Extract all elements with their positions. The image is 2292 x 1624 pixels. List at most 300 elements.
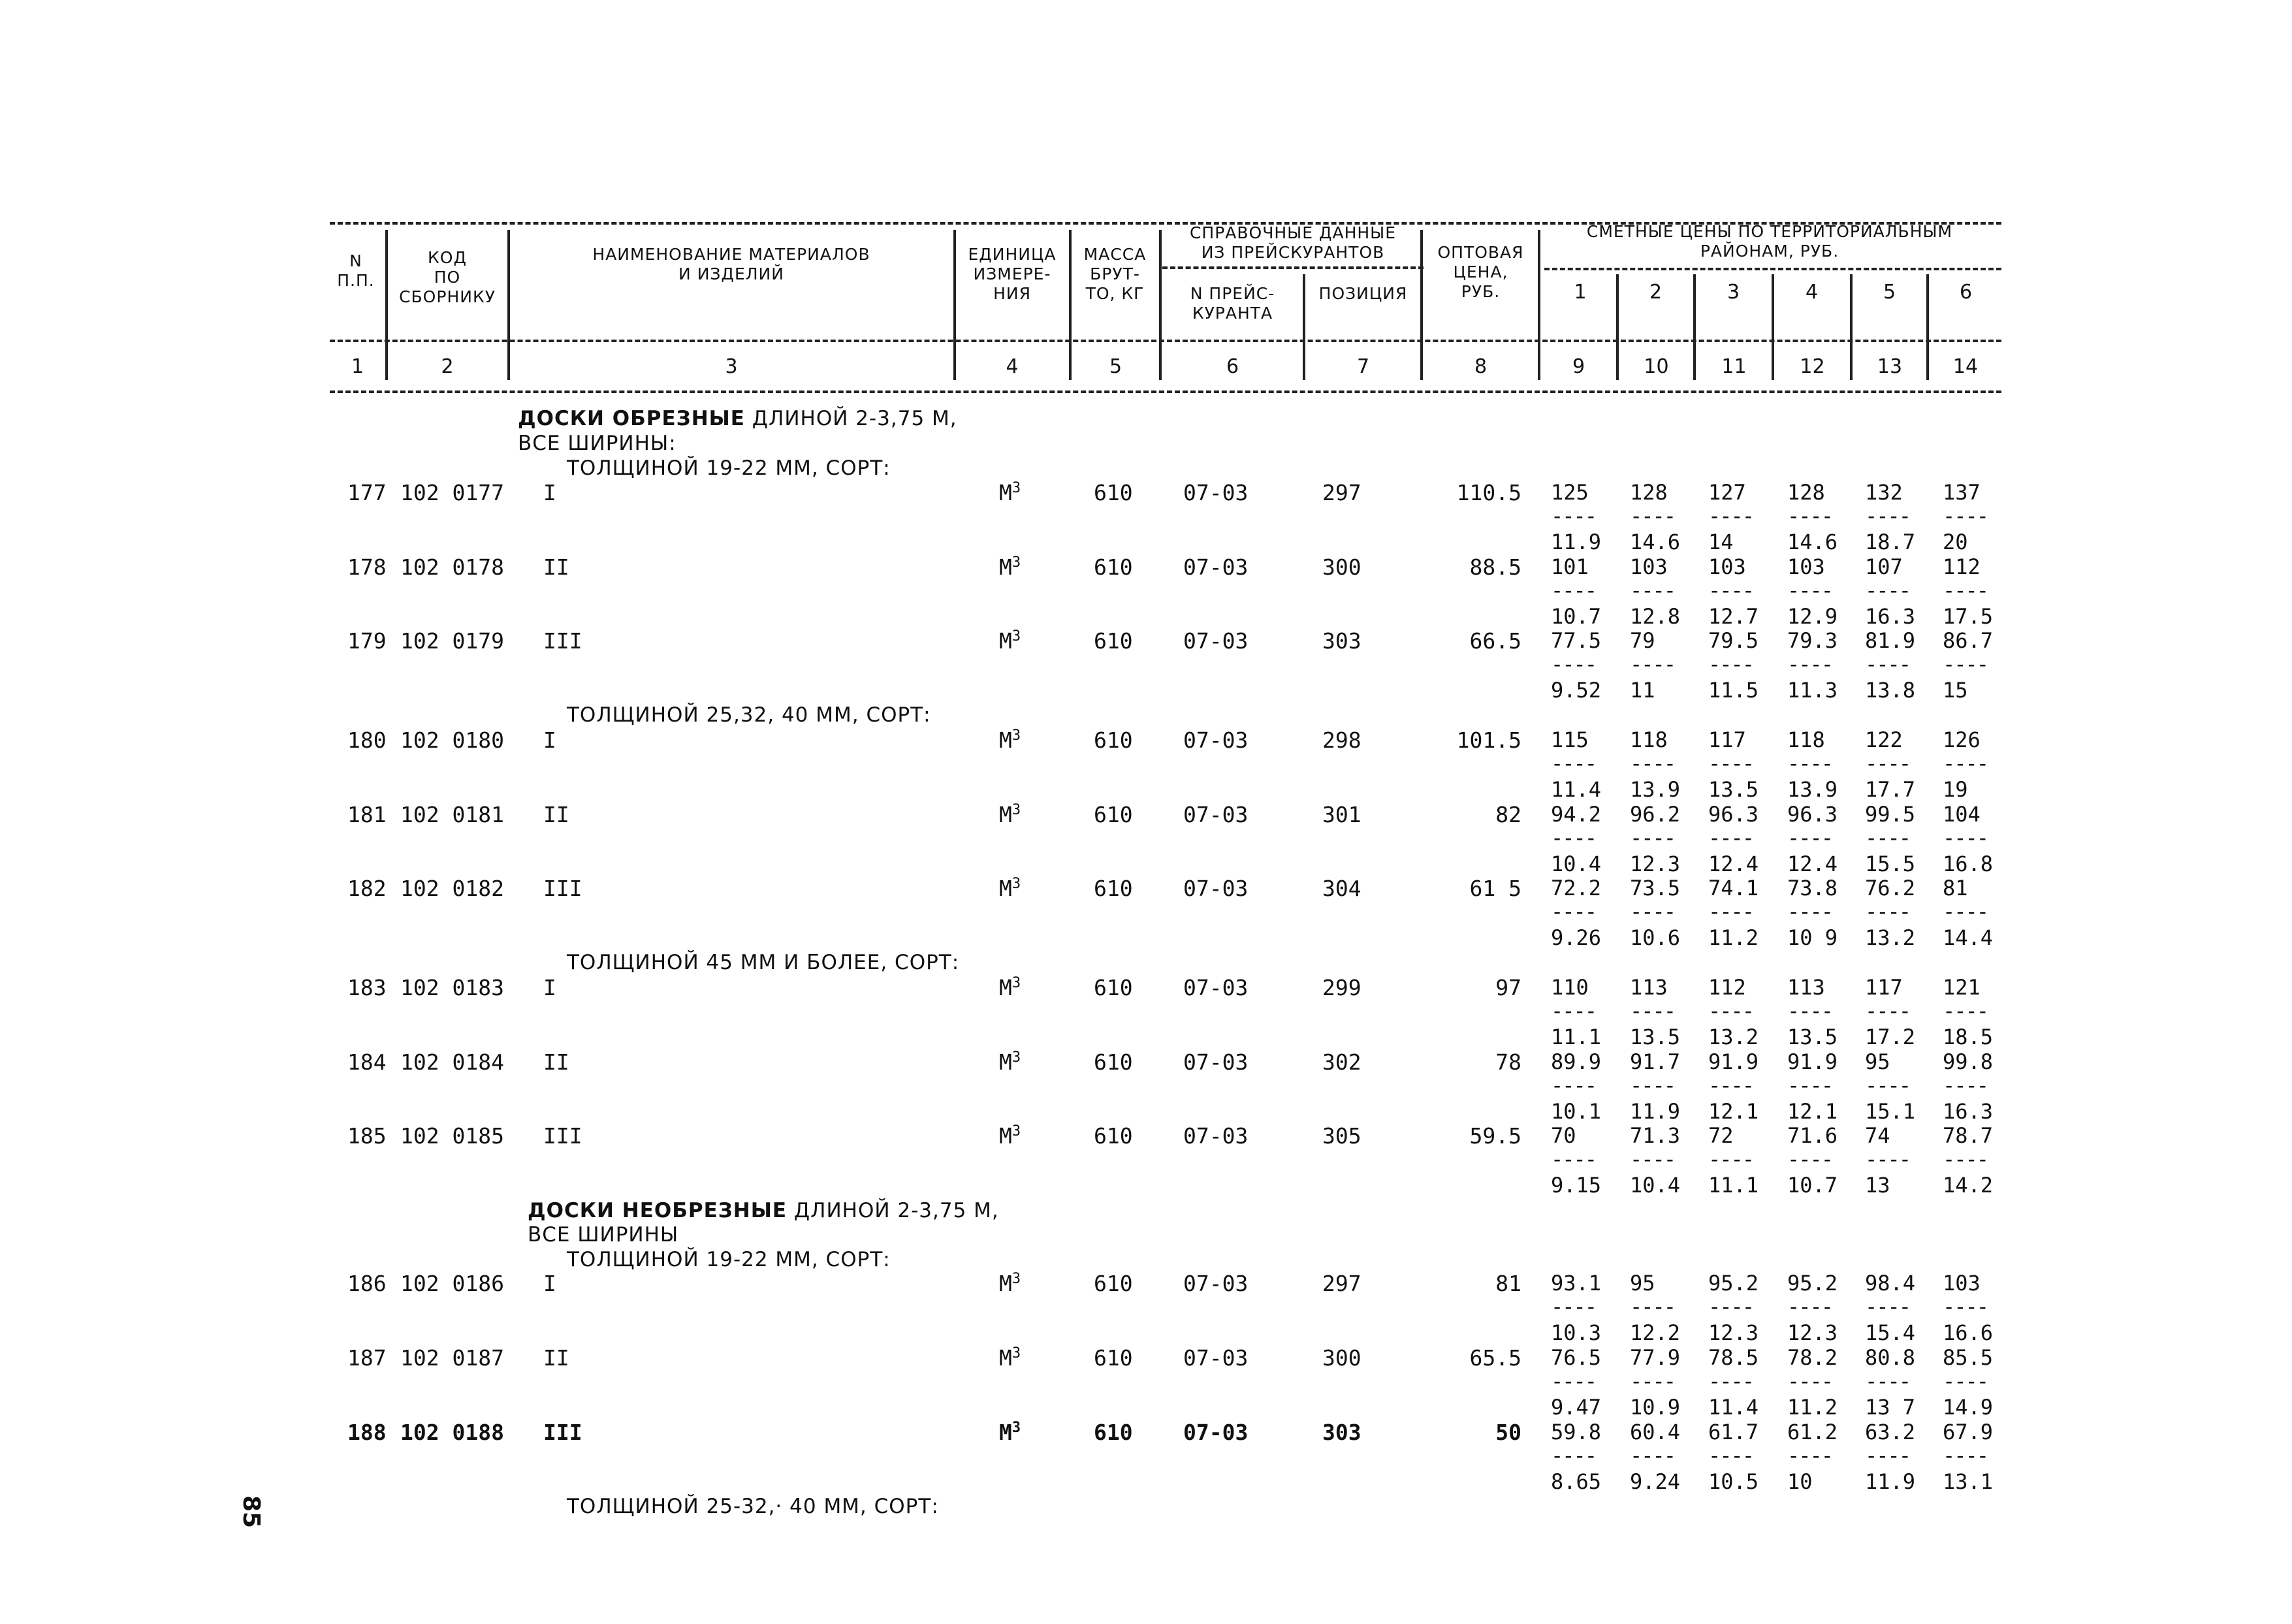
district-price: 113 bbox=[1630, 975, 1668, 1000]
fraction-bar: ---- bbox=[1551, 825, 1597, 850]
district-price: 80.8 bbox=[1865, 1345, 1916, 1370]
header-group-estimates: СМЕТНЫЕ ЦЕНЫ ПО ТЕРРИТОРИАЛЬНЫМ РАЙОНАМ, РУБ. bbox=[1586, 222, 1953, 261]
row-code: 102 0187 bbox=[400, 1345, 504, 1371]
fraction-bar: ---- bbox=[1787, 1073, 1833, 1098]
fraction-bar: ---- bbox=[1630, 578, 1676, 603]
header-mid-rule bbox=[330, 340, 2001, 342]
row-unit: $М^3$ bbox=[999, 1123, 1021, 1149]
header-col-unit: ЕДИНИЦА ИЗМЕРЕ- НИЯ bbox=[968, 245, 1057, 303]
district-price-denominator: 10.5 bbox=[1708, 1469, 1759, 1494]
fraction-bar: ---- bbox=[1630, 899, 1676, 924]
row-number: 185 bbox=[347, 1123, 387, 1149]
district-price: 91.7 bbox=[1630, 1049, 1681, 1074]
fraction-bar: ---- bbox=[1630, 1443, 1676, 1468]
row-grade: I bbox=[543, 480, 556, 505]
fraction-bar: ---- bbox=[1787, 825, 1833, 850]
district-price-denominator: 10.7 bbox=[1787, 1173, 1838, 1198]
district-price-denominator: 15 bbox=[1943, 678, 1968, 703]
section-heading-unedged-widths: ВСЕ ШИРИНЫ bbox=[528, 1223, 679, 1247]
district-price-denominator: 14.6 bbox=[1630, 530, 1681, 554]
row-mass: 610 bbox=[1094, 1420, 1133, 1445]
row-mass: 610 bbox=[1094, 1049, 1133, 1075]
fraction-bar: ---- bbox=[1865, 503, 1911, 528]
district-price-denominator: 10.6 bbox=[1630, 925, 1681, 950]
fraction-bar: ---- bbox=[1551, 899, 1597, 924]
district-price: 95 bbox=[1865, 1049, 1890, 1074]
fraction-bar: ---- bbox=[1787, 1147, 1833, 1171]
subheading-25-40: ТОЛЩИНОЙ 25,32, 40 ММ, СОРТ: bbox=[567, 703, 931, 727]
fraction-bar: ---- bbox=[1943, 503, 1988, 528]
column-number: 4 bbox=[1006, 355, 1019, 378]
row-position: 302 bbox=[1322, 1049, 1361, 1075]
fraction-bar: ---- bbox=[1943, 1369, 1988, 1393]
fraction-bar: ---- bbox=[1708, 1073, 1754, 1098]
fraction-bar: ---- bbox=[1787, 1294, 1833, 1319]
fraction-bar: ---- bbox=[1708, 1147, 1754, 1171]
subheading-unedged-25-40: ТОЛЩИНОЙ 25-32,· 40 ММ, СОРТ: bbox=[567, 1495, 939, 1518]
district-price-denominator: 11.1 bbox=[1708, 1173, 1759, 1198]
district-price: 71.3 bbox=[1630, 1123, 1681, 1148]
row-code: 102 0188 bbox=[400, 1420, 504, 1445]
row-mass: 610 bbox=[1094, 1123, 1133, 1149]
district-price-denominator: 20 bbox=[1943, 530, 1968, 554]
fraction-bar: ---- bbox=[1630, 751, 1676, 776]
district-price: 61.2 bbox=[1787, 1420, 1838, 1444]
fraction-bar: ---- bbox=[1551, 1443, 1597, 1468]
district-price-denominator: 10.7 bbox=[1551, 604, 1602, 629]
row-position: 300 bbox=[1322, 1345, 1361, 1371]
district-price-denominator: 16.3 bbox=[1943, 1099, 1994, 1124]
header-col-wholesale: ОПТОВАЯ ЦЕНА, РУБ. bbox=[1437, 243, 1524, 301]
subheading-19-22: ТОЛЩИНОЙ 19-22 ММ, СОРТ: bbox=[567, 456, 891, 480]
fraction-bar: ---- bbox=[1865, 652, 1911, 677]
fraction-bar: ---- bbox=[1787, 503, 1833, 528]
fraction-bar: ---- bbox=[1865, 1369, 1911, 1393]
row-grade: II bbox=[543, 1049, 569, 1075]
district-price: 77.9 bbox=[1630, 1345, 1681, 1370]
row-mass: 610 bbox=[1094, 1271, 1133, 1296]
district-price-denominator: 17.2 bbox=[1865, 1025, 1916, 1049]
row-number: 183 bbox=[347, 975, 387, 1000]
district-price-denominator: 9.24 bbox=[1630, 1469, 1681, 1494]
column-number: 10 bbox=[1644, 355, 1669, 378]
row-grade: II bbox=[543, 554, 569, 580]
district-price-denominator: 15.5 bbox=[1865, 852, 1916, 876]
district-price: 91.9 bbox=[1708, 1049, 1759, 1074]
fraction-bar: ---- bbox=[1708, 825, 1754, 850]
district-price: 126 bbox=[1943, 727, 1981, 752]
fraction-bar: ---- bbox=[1787, 652, 1833, 677]
row-pricelist: 07-03 bbox=[1183, 1345, 1249, 1371]
fraction-bar: ---- bbox=[1943, 751, 1988, 776]
row-unit: $М^3$ bbox=[999, 628, 1021, 654]
row-mass: 610 bbox=[1094, 554, 1133, 580]
col-sep bbox=[385, 230, 388, 380]
district-price: 78.5 bbox=[1708, 1345, 1759, 1370]
fraction-bar: ---- bbox=[1708, 751, 1754, 776]
fraction-bar: ---- bbox=[1708, 652, 1754, 677]
row-number: 179 bbox=[347, 628, 387, 654]
fraction-bar: ---- bbox=[1865, 1147, 1911, 1171]
district-price: 117 bbox=[1708, 727, 1746, 752]
fraction-bar: ---- bbox=[1865, 1443, 1911, 1468]
district-price: 63.2 bbox=[1865, 1420, 1916, 1444]
district-price: 73.5 bbox=[1630, 876, 1681, 900]
district-price: 103 bbox=[1943, 1271, 1981, 1296]
district-price: 107 bbox=[1865, 554, 1903, 579]
district-price: 93.1 bbox=[1551, 1271, 1602, 1296]
row-mass: 610 bbox=[1094, 727, 1133, 753]
row-number: 178 bbox=[347, 554, 387, 580]
district-header: 6 bbox=[1959, 281, 1973, 304]
district-price-denominator: 13.1 bbox=[1943, 1469, 1994, 1494]
row-pricelist: 07-03 bbox=[1183, 876, 1249, 901]
row-code: 102 0185 bbox=[400, 1123, 504, 1149]
row-grade: I bbox=[543, 975, 556, 1000]
district-price: 95 bbox=[1630, 1271, 1655, 1296]
header-col-num: N П.П. bbox=[337, 251, 375, 290]
row-number: 184 bbox=[347, 1049, 387, 1075]
row-code: 102 0181 bbox=[400, 802, 504, 827]
district-price-denominator: 11.4 bbox=[1708, 1395, 1759, 1420]
column-number: 12 bbox=[1800, 355, 1825, 378]
district-price-denominator: 14.4 bbox=[1943, 925, 1994, 950]
district-price-denominator: 12.7 bbox=[1708, 604, 1759, 629]
row-code: 102 0186 bbox=[400, 1271, 504, 1296]
fraction-bar: ---- bbox=[1943, 1073, 1988, 1098]
district-price: 85.5 bbox=[1943, 1345, 1994, 1370]
row-position: 299 bbox=[1322, 975, 1361, 1000]
district-price: 89.9 bbox=[1551, 1049, 1602, 1074]
district-price-denominator: 19 bbox=[1943, 777, 1968, 802]
header-bottom-rule bbox=[330, 390, 2001, 393]
fraction-bar: ---- bbox=[1708, 1369, 1754, 1393]
row-grade: I bbox=[543, 727, 556, 753]
fraction-bar: ---- bbox=[1708, 899, 1754, 924]
column-number: 7 bbox=[1356, 355, 1370, 378]
column-number: 2 bbox=[441, 355, 454, 378]
fraction-bar: ---- bbox=[1551, 1073, 1597, 1098]
district-price: 81.9 bbox=[1865, 628, 1916, 653]
subheader-rule-6-7 bbox=[1162, 266, 1424, 269]
row-position: 301 bbox=[1322, 802, 1361, 827]
district-price-denominator: 13.2 bbox=[1865, 925, 1916, 950]
district-price-denominator: 13 bbox=[1865, 1173, 1890, 1198]
row-wholesale-price: 101.5 bbox=[1456, 727, 1521, 753]
row-code: 102 0180 bbox=[400, 727, 504, 753]
district-price-denominator: 11.4 bbox=[1551, 777, 1602, 802]
row-wholesale-price: 66.5 bbox=[1469, 628, 1521, 654]
table-row bbox=[0, 1049, 2292, 1124]
district-price-denominator: 11.9 bbox=[1865, 1469, 1916, 1494]
row-unit: $М^3$ bbox=[999, 975, 1021, 1000]
district-header: 3 bbox=[1727, 281, 1740, 304]
district-price: 110 bbox=[1551, 975, 1589, 1000]
district-price-denominator: 9.47 bbox=[1551, 1395, 1602, 1420]
header-col-code: КОД ПО СБОРНИКУ bbox=[399, 248, 496, 306]
district-price-denominator: 11.2 bbox=[1708, 925, 1759, 950]
district-price-denominator: 9.52 bbox=[1551, 678, 1602, 703]
district-price: 96.3 bbox=[1708, 802, 1759, 827]
col-sep bbox=[1772, 274, 1774, 380]
district-price: 125 bbox=[1551, 480, 1589, 505]
district-price-denominator: 13.8 bbox=[1865, 678, 1916, 703]
fraction-bar: ---- bbox=[1630, 1294, 1676, 1319]
district-header: 2 bbox=[1649, 281, 1663, 304]
fraction-bar: ---- bbox=[1787, 578, 1833, 603]
row-grade: III bbox=[543, 1420, 582, 1445]
district-price-denominator: 13.2 bbox=[1708, 1025, 1759, 1049]
row-number: 180 bbox=[347, 727, 387, 753]
row-pricelist: 07-03 bbox=[1183, 480, 1249, 505]
district-price: 79 bbox=[1630, 628, 1655, 653]
row-code: 102 0178 bbox=[400, 554, 504, 580]
row-number: 177 bbox=[347, 480, 387, 505]
row-mass: 610 bbox=[1094, 480, 1133, 505]
column-number: 6 bbox=[1226, 355, 1239, 378]
row-wholesale-price: 82 bbox=[1495, 802, 1521, 827]
row-position: 298 bbox=[1322, 727, 1361, 753]
district-price: 79.3 bbox=[1787, 628, 1838, 653]
district-price: 91.9 bbox=[1787, 1049, 1838, 1074]
table-row bbox=[0, 554, 2292, 629]
fraction-bar: ---- bbox=[1943, 899, 1988, 924]
district-price: 118 bbox=[1630, 727, 1668, 752]
fraction-bar: ---- bbox=[1787, 1369, 1833, 1393]
district-price: 115 bbox=[1551, 727, 1589, 752]
district-price: 78.7 bbox=[1943, 1123, 1994, 1148]
row-mass: 610 bbox=[1094, 802, 1133, 827]
row-position: 300 bbox=[1322, 554, 1361, 580]
district-price-denominator: 18.7 bbox=[1865, 530, 1916, 554]
district-price-denominator: 18.5 bbox=[1943, 1025, 1994, 1049]
fraction-bar: ---- bbox=[1630, 1147, 1676, 1171]
district-price: 137 bbox=[1943, 480, 1981, 505]
district-price: 67.9 bbox=[1943, 1420, 1994, 1444]
section-heading-edged: ДОСКИ ОБРЕЗНЫЕ ДЛИНОЙ 2-3,75 М, bbox=[518, 407, 957, 430]
district-price: 79.5 bbox=[1708, 628, 1759, 653]
col-sep bbox=[1159, 230, 1162, 380]
column-number: 11 bbox=[1721, 355, 1747, 378]
row-wholesale-price: 65.5 bbox=[1469, 1345, 1521, 1371]
subheading-45-plus: ТОЛЩИНОЙ 45 ММ И БОЛЕЕ, СОРТ: bbox=[567, 951, 960, 974]
district-price: 81 bbox=[1943, 876, 1968, 900]
row-number: 187 bbox=[347, 1345, 387, 1371]
district-price: 77.5 bbox=[1551, 628, 1602, 653]
row-pricelist: 07-03 bbox=[1183, 727, 1249, 753]
fraction-bar: ---- bbox=[1943, 1294, 1988, 1319]
subheader-rule-9-14 bbox=[1544, 268, 2001, 270]
row-position: 297 bbox=[1322, 1271, 1361, 1296]
table-row bbox=[0, 1345, 2292, 1420]
row-grade: III bbox=[543, 876, 582, 901]
district-price-denominator: 12.1 bbox=[1787, 1099, 1838, 1124]
row-wholesale-price: 81 bbox=[1495, 1271, 1521, 1296]
district-price-denominator: 10 bbox=[1787, 1469, 1813, 1494]
table-row bbox=[0, 480, 2292, 554]
table-row bbox=[0, 802, 2292, 876]
district-header: 5 bbox=[1883, 281, 1896, 304]
district-price-denominator: 14.6 bbox=[1787, 530, 1838, 554]
table-row bbox=[0, 975, 2292, 1049]
district-price: 74 bbox=[1865, 1123, 1890, 1148]
column-number: 8 bbox=[1474, 355, 1488, 378]
district-header: 4 bbox=[1805, 281, 1819, 304]
header-col-position: ПОЗИЦИЯ bbox=[1318, 284, 1408, 303]
district-price-denominator: 13.9 bbox=[1787, 777, 1838, 802]
col-sep bbox=[1850, 274, 1853, 380]
column-number: 1 bbox=[351, 355, 364, 378]
col-sep bbox=[1616, 274, 1619, 380]
district-price-denominator: 15.1 bbox=[1865, 1099, 1916, 1124]
row-position: 304 bbox=[1322, 876, 1361, 901]
district-price: 61.7 bbox=[1708, 1420, 1759, 1444]
fraction-bar: ---- bbox=[1630, 825, 1676, 850]
row-unit: $М^3$ bbox=[999, 876, 1021, 901]
table-row bbox=[0, 1420, 2292, 1494]
district-price-denominator: 8.65 bbox=[1551, 1469, 1602, 1494]
district-price-denominator: 12.4 bbox=[1787, 852, 1838, 876]
fraction-bar: ---- bbox=[1943, 1443, 1988, 1468]
fraction-bar: ---- bbox=[1943, 578, 1988, 603]
fraction-bar: ---- bbox=[1551, 503, 1597, 528]
table-row bbox=[0, 727, 2292, 802]
table-row bbox=[0, 1123, 2292, 1198]
district-price: 112 bbox=[1943, 554, 1981, 579]
fraction-bar: ---- bbox=[1551, 1369, 1597, 1393]
row-grade: II bbox=[543, 802, 569, 827]
row-pricelist: 07-03 bbox=[1183, 1049, 1249, 1075]
row-wholesale-price: 59.5 bbox=[1469, 1123, 1521, 1149]
district-price: 96.2 bbox=[1630, 802, 1681, 827]
row-code: 102 0177 bbox=[400, 480, 504, 505]
fraction-bar: ---- bbox=[1943, 825, 1988, 850]
fraction-bar: ---- bbox=[1943, 998, 1988, 1023]
district-price-denominator: 13.9 bbox=[1630, 777, 1681, 802]
fraction-bar: ---- bbox=[1630, 1369, 1676, 1393]
district-price: 96.3 bbox=[1787, 802, 1838, 827]
column-number: 5 bbox=[1109, 355, 1122, 378]
district-price-denominator: 10.4 bbox=[1630, 1173, 1681, 1198]
table-row bbox=[0, 876, 2292, 950]
district-price-denominator: 16.8 bbox=[1943, 852, 1994, 876]
row-unit: $М^3$ bbox=[999, 1420, 1021, 1445]
header-col-mass: МАССА БРУТ- ТО, КГ bbox=[1083, 245, 1147, 303]
district-price: 78.2 bbox=[1787, 1345, 1838, 1370]
fraction-bar: ---- bbox=[1865, 1294, 1911, 1319]
row-grade: I bbox=[543, 1271, 556, 1296]
header-col-name: НАИМЕНОВАНИЕ МАТЕРИАЛОВ И ИЗДЕЛИЙ bbox=[592, 245, 870, 283]
district-price-denominator: 12.1 bbox=[1708, 1099, 1759, 1124]
row-unit: $М^3$ bbox=[999, 1345, 1021, 1371]
row-pricelist: 07-03 bbox=[1183, 554, 1249, 580]
district-price-denominator: 9.15 bbox=[1551, 1173, 1602, 1198]
fraction-bar: ---- bbox=[1787, 751, 1833, 776]
row-position: 305 bbox=[1322, 1123, 1361, 1149]
col-sep bbox=[1538, 230, 1540, 380]
district-price: 73.8 bbox=[1787, 876, 1838, 900]
district-price-denominator: 14 bbox=[1708, 530, 1734, 554]
district-price: 76.2 bbox=[1865, 876, 1916, 900]
district-price-denominator: 10.3 bbox=[1551, 1320, 1602, 1345]
district-price-denominator: 11.5 bbox=[1708, 678, 1759, 703]
table-row bbox=[0, 1271, 2292, 1345]
district-price-denominator: 11 bbox=[1630, 678, 1655, 703]
district-price: 118 bbox=[1787, 727, 1825, 752]
column-number: 9 bbox=[1572, 355, 1585, 378]
fraction-bar: ---- bbox=[1551, 1147, 1597, 1171]
row-code: 102 0182 bbox=[400, 876, 504, 901]
row-wholesale-price: 110.5 bbox=[1456, 480, 1521, 505]
row-mass: 610 bbox=[1094, 628, 1133, 654]
page-number: 85 bbox=[238, 1495, 264, 1529]
table-row bbox=[0, 628, 2292, 703]
column-number: 13 bbox=[1877, 355, 1903, 378]
district-price-denominator: 13.5 bbox=[1787, 1025, 1838, 1049]
district-price: 103 bbox=[1708, 554, 1746, 579]
district-price-denominator: 12.3 bbox=[1708, 1320, 1759, 1345]
district-price-denominator: 10.1 bbox=[1551, 1099, 1602, 1124]
district-header: 1 bbox=[1574, 281, 1587, 304]
row-position: 297 bbox=[1322, 480, 1361, 505]
fraction-bar: ---- bbox=[1787, 998, 1833, 1023]
district-price-denominator: 14.2 bbox=[1943, 1173, 1994, 1198]
section-heading-unedged: ДОСКИ НЕОБРЕЗНЫЕ ДЛИНОЙ 2-3,75 М, bbox=[528, 1199, 999, 1222]
district-price-denominator: 16.6 bbox=[1943, 1320, 1994, 1345]
fraction-bar: ---- bbox=[1708, 998, 1754, 1023]
fraction-bar: ---- bbox=[1943, 1147, 1988, 1171]
district-price-denominator: 10.4 bbox=[1551, 852, 1602, 876]
fraction-bar: ---- bbox=[1787, 899, 1833, 924]
district-price: 94.2 bbox=[1551, 802, 1602, 827]
fraction-bar: ---- bbox=[1787, 1443, 1833, 1468]
district-price-denominator: 11.9 bbox=[1630, 1099, 1681, 1124]
fraction-bar: ---- bbox=[1943, 652, 1988, 677]
col-sep bbox=[1693, 274, 1696, 380]
row-grade: II bbox=[543, 1345, 569, 1371]
row-code: 102 0183 bbox=[400, 975, 504, 1000]
fraction-bar: ---- bbox=[1551, 578, 1597, 603]
district-price: 113 bbox=[1787, 975, 1825, 1000]
district-price-denominator: 12.8 bbox=[1630, 604, 1681, 629]
fraction-bar: ---- bbox=[1708, 1443, 1754, 1468]
district-price: 95.2 bbox=[1787, 1271, 1838, 1296]
row-wholesale-price: 97 bbox=[1495, 975, 1521, 1000]
row-pricelist: 07-03 bbox=[1183, 975, 1249, 1000]
district-price-denominator: 11.1 bbox=[1551, 1025, 1602, 1049]
district-price-denominator: 10 9 bbox=[1787, 925, 1838, 950]
fraction-bar: ---- bbox=[1865, 825, 1911, 850]
row-position: 303 bbox=[1322, 628, 1361, 654]
district-price-denominator: 12.9 bbox=[1787, 604, 1838, 629]
section-heading-edged-widths: ВСЕ ШИРИНЫ: bbox=[518, 432, 676, 455]
row-code: 102 0184 bbox=[400, 1049, 504, 1075]
fraction-bar: ---- bbox=[1865, 578, 1911, 603]
district-price-denominator: 15.4 bbox=[1865, 1320, 1916, 1345]
district-price: 132 bbox=[1865, 480, 1903, 505]
district-price: 95.2 bbox=[1708, 1271, 1759, 1296]
row-number: 188 bbox=[347, 1420, 387, 1445]
district-price: 70 bbox=[1551, 1123, 1576, 1148]
row-mass: 610 bbox=[1094, 876, 1133, 901]
row-unit: $М^3$ bbox=[999, 480, 1021, 505]
row-mass: 610 bbox=[1094, 975, 1133, 1000]
district-price: 60.4 bbox=[1630, 1420, 1681, 1444]
fraction-bar: ---- bbox=[1630, 998, 1676, 1023]
row-wholesale-price: 88.5 bbox=[1469, 554, 1521, 580]
row-unit: $М^3$ bbox=[999, 1271, 1021, 1296]
fraction-bar: ---- bbox=[1630, 503, 1676, 528]
